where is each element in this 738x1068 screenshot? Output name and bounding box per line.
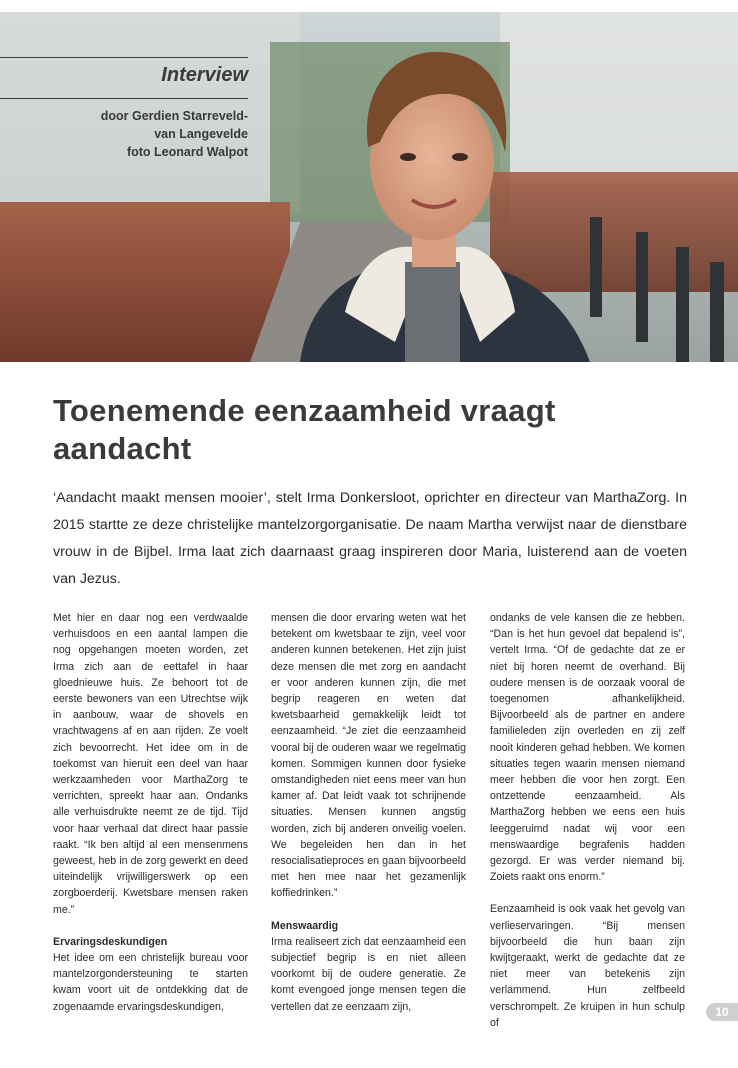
body-column-2 [271, 610, 466, 1015]
credits [101, 107, 248, 161]
credit-line: foto Leonard Walpot [126, 145, 248, 159]
subheading: Ervaringsdeskundigen [53, 935, 168, 948]
credit-line: van Langevelde [154, 127, 248, 141]
paragraph: mensen die door ervaring weten wat het betekent om kwetsbaar te zijn, veel voor anderen kunnen betekenen. Het zijn juist deze mensen die met zorg en aandacht er voor anderen kunnen zijn, die met begrip reageren en weten dat kwetsbaarheid gemakkelijk leidt tot eenzaamheid. “Je ziet die eenzaamheid vooral bij de ouderen waar we regelmatig komen. Sommigen kunnen door fysieke omstandigheden niet eens meer van hun kamer af. Dat leidt vaak tot schrijnende situaties. Mensen kunnen angstig worden, zich bij anderen onveilig voelen. We begeleiden hen dan in het resocialisatieproces en gaan bijvoorbeeld met hen mee naar het gezamenlijk koffiedrinken.” [271, 612, 466, 900]
body-column-3 [490, 610, 685, 1031]
article-title: Toenemende eenzaamheid vraagt aandacht [53, 393, 556, 466]
portrait-photo [0, 12, 738, 362]
paragraph: ondanks de vele kansen die ze hebben. “Dan is het hun gevoel dat bepalend is”, vertelt Irma. “Of de gedachte dat ze er niet bij horen neemt de overhand. Bij oudere mensen is de oorzaak vooral de toegenomen afhankelijkheid. Bijvoorbeeld als de partner en andere familieleden zijn overleden en zij zelf nooit kinderen gehad hebben. We komen situaties tegen waarin mensen niemand meer hebben die voor hen zorgt. Een ontzettende eenzaamheid. Als MarthaZorg hebben we eens een huis leeggeruimd nadat wij voor een menswaardige begrafenis hadden gezorgd. Er was verder niemand bij. Zoiets raakt ons enorm.” [490, 612, 685, 884]
body-column-1 [53, 610, 248, 1015]
header-rule-bottom [0, 98, 248, 99]
page-number: 10 [706, 1003, 738, 1021]
paragraph: Het idee om een christelijk bureau voor mantelzorgondersteuning te starten kwam voort uit de ontdekking dat de zogenaamde ervaringsdeskundigen, [53, 952, 248, 1013]
header-rule-top [0, 57, 248, 58]
section-label: Interview [161, 64, 248, 86]
hero-photo [0, 12, 738, 362]
paragraph: Irma realiseert zich dat eenzaamheid een subjectief begrip is en niet alleen voorkomt bij de oudere generatie. Ze komt evengoed jonge mensen tegen die vertellen dat ze eenzaam zijn, [271, 935, 466, 1013]
paragraph: Eenzaamheid is ook vaak het gevolg van verlieservaringen. “Bij mensen bijvoorbeeld die hun baan zijn kwijtgeraakt, werkt de gedachte dat ze niet meer van betekenis zijn verlammend. Hun zelfbeeld verschrompelt. Ze kruipen in hun schulp of [490, 903, 685, 1029]
subheading: Menswaardig [271, 919, 339, 932]
article-lead: ‘Aandacht maakt mensen mooier’, stelt Irma Donkersloot, oprichter en directeur van MarthaZorg. In 2015 startte ze deze christelijke mantelzorgorganisatie. De naam Martha verwijst naar de dienstbare vrouw in de Bijbel. Irma laat zich daarnaast graag inspireren door Maria, luisterend aan de voeten van Jezus. [53, 490, 687, 587]
credit-line: door Gerdien Starreveld- [100, 109, 248, 123]
paragraph: Met hier en daar nog een verdwaalde verhuisdoos en een aantal lampen die nog opgehangen moeten worden, zet Irma zich aan de eettafel in haar gloednieuwe huis. Ze behoort tot de eerste bewoners van een Utrechtse wijk in aanbouw, waar de shovels en vrachtwagens af en aan rijden. Ze voelt zich bevoorrecht. Het idee om in de toekomst van hieruit een deel van haar werkzaamheden voor MarthaZorg te verrichten, spreekt haar aan. Ondanks alle verhuisdrukte neemt ze de tijd. Tijd voor haar verhaal dat direct haar passie raakt. “Ik ben altijd al een mensenmens geweest, heb in de zorg gewerkt en deed uiteindelijk vrijwilligerswerk op een zorgboerderij. Kwetsbare mensen raken me.” [53, 612, 248, 916]
